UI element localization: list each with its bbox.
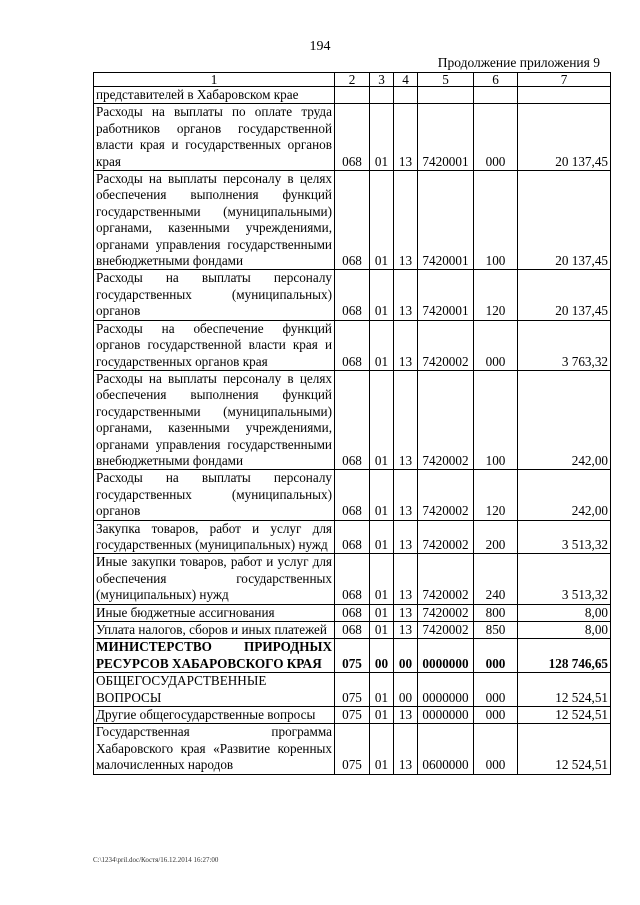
table-row [94,673,611,707]
ministry-code-cell: 075 [335,673,370,707]
subsection-code-cell: 00 [394,673,418,707]
subsection-code-cell [394,87,418,104]
target-article-cell: 7420001 [418,104,474,171]
section-code-cell: 01 [370,370,394,469]
row-name-cell: Государственная программа Хабаровского края «Развитие коренных малочисленных народов [94,724,335,774]
ministry-code-cell: 068 [335,520,370,554]
ministry-code-cell: 068 [335,604,370,621]
section-code-cell: 01 [370,470,394,520]
expense-type-cell: 200 [474,520,518,554]
target-article-cell: 7420002 [418,554,474,604]
target-article-cell: 7420002 [418,622,474,639]
target-article-cell: 7420002 [418,320,474,370]
amount-cell: 3 763,32 [518,320,611,370]
ministry-code-cell [335,87,370,104]
row-name-cell: Другие общегосударственные вопросы [94,707,335,724]
expense-type-cell: 000 [474,724,518,774]
subsection-code-cell: 13 [394,604,418,621]
table-row [94,470,611,520]
section-code-cell: 01 [370,554,394,604]
ministry-code-cell: 075 [335,639,370,673]
section-code-cell: 01 [370,270,394,320]
budget-table [93,72,611,775]
subsection-code-cell: 13 [394,554,418,604]
section-code-cell: 01 [370,724,394,774]
table-row [94,270,611,320]
ministry-code-cell: 068 [335,554,370,604]
table-row [94,622,611,639]
appendix-note: Продолжение приложения 9 [437,55,600,70]
table-row [94,171,611,270]
target-article-cell: 7420002 [418,370,474,469]
expense-type-cell: 000 [474,320,518,370]
column-header: 1 [94,73,335,87]
column-header: 3 [370,73,394,87]
ministry-code-cell: 075 [335,724,370,774]
amount-cell: 128 746,65 [518,639,611,673]
table-row [94,87,611,104]
column-header: 7 [518,73,611,87]
subsection-code-cell: 13 [394,520,418,554]
amount-cell: 242,00 [518,470,611,520]
subsection-code-cell: 13 [394,622,418,639]
ministry-code-cell: 075 [335,707,370,724]
subsection-code-cell: 13 [394,724,418,774]
section-code-cell: 01 [370,171,394,270]
target-article-cell [418,87,474,104]
column-header: 5 [418,73,474,87]
table-header-row [94,73,611,87]
row-name-cell: Иные бюджетные ассигнования [94,604,335,621]
row-name-cell: Закупка товаров, работ и услуг для государственных (муниципальных) нужд [94,520,335,554]
section-code-cell: 00 [370,639,394,673]
amount-cell: 3 513,32 [518,520,611,554]
subsection-code-cell: 13 [394,171,418,270]
ministry-code-cell: 068 [335,370,370,469]
row-name-cell: Расходы на выплаты персоналу государственных (муниципальных) органов [94,470,335,520]
row-name-cell: Расходы на выплаты персоналу государственных (муниципальных) органов [94,270,335,320]
ministry-code-cell: 068 [335,171,370,270]
row-name-cell: Расходы на выплаты персоналу в целях обеспечения выполнения функций государственными (муниципальными) органами, казенными учреждениями, органами управления государственными внебюджетными фондами [94,370,335,469]
ministry-code-cell: 068 [335,270,370,320]
column-header: 4 [394,73,418,87]
table-row [94,604,611,621]
section-code-cell: 01 [370,320,394,370]
section-code-cell: 01 [370,104,394,171]
expense-type-cell: 850 [474,622,518,639]
row-name-cell: Уплата налогов, сборов и иных платежей [94,622,335,639]
table-row [94,520,611,554]
section-code-cell [370,87,394,104]
expense-type-cell: 100 [474,370,518,469]
expense-type-cell: 120 [474,270,518,320]
subsection-code-cell: 13 [394,270,418,320]
expense-type-cell: 120 [474,470,518,520]
expense-type-cell [474,87,518,104]
expense-type-cell: 240 [474,554,518,604]
amount-cell: 20 137,45 [518,104,611,171]
target-article-cell: 7420001 [418,171,474,270]
page-number: 194 [309,39,331,54]
subsection-code-cell: 13 [394,470,418,520]
subsection-code-cell: 13 [394,320,418,370]
table-row [94,724,611,774]
section-code-cell: 01 [370,673,394,707]
expense-type-cell: 000 [474,639,518,673]
expense-type-cell: 800 [474,604,518,621]
amount-cell [518,87,611,104]
ministry-code-cell: 068 [335,470,370,520]
amount-cell: 20 137,45 [518,270,611,320]
subsection-code-cell: 13 [394,707,418,724]
ministry-code-cell: 068 [335,622,370,639]
row-name-cell: Расходы на обеспечение функций органов государственной власти края и государственных органов края [94,320,335,370]
amount-cell: 12 524,51 [518,724,611,774]
amount-cell: 3 513,32 [518,554,611,604]
row-name-cell: ОБЩЕГОСУДАРСТВЕННЫЕ ВОПРОСЫ [94,673,335,707]
table-row [94,104,611,171]
target-article-cell: 0000000 [418,639,474,673]
row-name-cell: Расходы на выплаты по оплате труда работников органов государственной власти края и государственных органов края [94,104,335,171]
expense-type-cell: 000 [474,707,518,724]
target-article-cell: 7420001 [418,270,474,320]
subsection-code-cell: 13 [394,370,418,469]
amount-cell: 8,00 [518,604,611,621]
target-article-cell: 0000000 [418,707,474,724]
amount-cell: 12 524,51 [518,673,611,707]
section-code-cell: 01 [370,520,394,554]
target-article-cell: 7420002 [418,520,474,554]
table-row [94,639,611,673]
ministry-code-cell: 068 [335,104,370,171]
row-name-cell: МИНИСТЕРСТВО ПРИРОДНЫХ РЕСУРСОВ ХАБАРОВСКОГО КРАЯ [94,639,335,673]
subsection-code-cell: 00 [394,639,418,673]
column-header: 6 [474,73,518,87]
table-row [94,707,611,724]
amount-cell: 20 137,45 [518,171,611,270]
table-row [94,370,611,469]
amount-cell: 8,00 [518,622,611,639]
row-name-cell: Расходы на выплаты персоналу в целях обеспечения выполнения функций государственными (муниципальными) органами, казенными учреждениями, органами управления государственными внебюджетными фондами [94,171,335,270]
ministry-code-cell: 068 [335,320,370,370]
row-name-cell: Иные закупки товаров, работ и услуг для обеспечения государственных (муниципальных) нужд [94,554,335,604]
section-code-cell: 01 [370,622,394,639]
expense-type-cell: 100 [474,171,518,270]
section-code-cell: 01 [370,707,394,724]
expense-type-cell: 000 [474,104,518,171]
section-code-cell: 01 [370,604,394,621]
target-article-cell: 7420002 [418,604,474,621]
table-row [94,320,611,370]
target-article-cell: 0000000 [418,673,474,707]
column-header: 2 [335,73,370,87]
expense-type-cell: 000 [474,673,518,707]
target-article-cell: 0600000 [418,724,474,774]
table-row [94,554,611,604]
document-footer: C:\1234\pril.doc/Костя/16.12.2014 16:27:00 [93,856,219,864]
amount-cell: 12 524,51 [518,707,611,724]
row-name-cell: представителей в Хабаровском крае [94,87,335,104]
target-article-cell: 7420002 [418,470,474,520]
amount-cell: 242,00 [518,370,611,469]
subsection-code-cell: 13 [394,104,418,171]
